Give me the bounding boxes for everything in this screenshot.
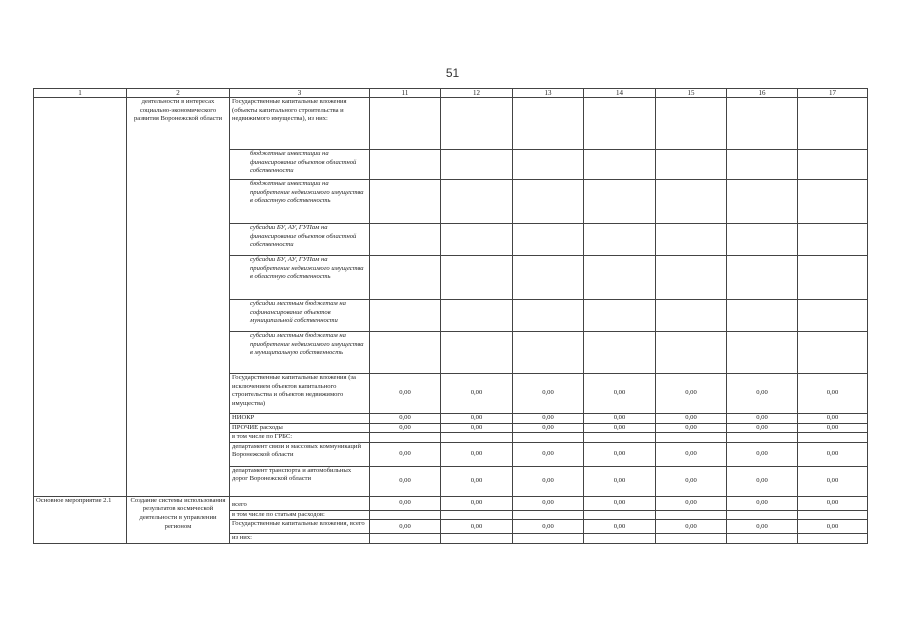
value-cell: 0,00 — [513, 520, 584, 534]
value-cell — [441, 534, 513, 544]
value-cell — [656, 510, 727, 520]
value-cell: 0,00 — [441, 466, 513, 496]
value-cell — [798, 150, 868, 180]
value-cell — [513, 510, 584, 520]
expense-label: Государственные капитальные вложения (объекты капитального строительства и недвижимого имущества), из них: — [230, 98, 370, 150]
value-cell: 0,00 — [370, 466, 441, 496]
value-cell — [370, 332, 441, 374]
value-cell — [798, 300, 868, 332]
value-cell — [584, 510, 656, 520]
value-cell — [513, 300, 584, 332]
value-cell — [441, 98, 513, 150]
activity-description: деятельности в интересах социально-экономического развития Воронежской области — [127, 98, 230, 497]
value-cell — [584, 300, 656, 332]
value-cell — [656, 150, 727, 180]
value-cell — [798, 180, 868, 224]
value-cell — [798, 98, 868, 150]
value-cell — [513, 534, 584, 544]
value-cell — [441, 433, 513, 443]
value-cell — [656, 256, 727, 300]
value-cell — [370, 534, 441, 544]
column-header: 13 — [513, 89, 584, 98]
value-cell: 0,00 — [370, 496, 441, 510]
value-cell: 0,00 — [513, 414, 584, 424]
value-cell — [584, 98, 656, 150]
value-cell — [656, 300, 727, 332]
column-header: 3 — [230, 89, 370, 98]
value-cell: 0,00 — [727, 442, 798, 466]
value-cell: 0,00 — [513, 496, 584, 510]
expense-label: из них: — [230, 534, 370, 544]
value-cell: 0,00 — [584, 496, 656, 510]
column-header: 17 — [798, 89, 868, 98]
expense-label: в том числе по ГРБС: — [230, 433, 370, 443]
value-cell — [656, 180, 727, 224]
value-cell — [370, 224, 441, 256]
expense-label: департамент связи и массовых коммуникаций Воронежской области — [230, 442, 370, 466]
value-cell — [798, 510, 868, 520]
value-cell: 0,00 — [584, 423, 656, 433]
value-cell — [656, 98, 727, 150]
value-cell — [798, 332, 868, 374]
value-cell: 0,00 — [727, 466, 798, 496]
value-cell — [727, 150, 798, 180]
value-cell: 0,00 — [441, 442, 513, 466]
value-cell: 0,00 — [370, 423, 441, 433]
value-cell: 0,00 — [798, 442, 868, 466]
expense-label: субсидии БУ, АУ, ГУПам на приобретение недвижимого имущества в областную собственность — [230, 256, 370, 300]
value-cell: 0,00 — [798, 423, 868, 433]
value-cell: 0,00 — [584, 414, 656, 424]
value-cell — [727, 332, 798, 374]
column-header: 12 — [441, 89, 513, 98]
value-cell — [370, 150, 441, 180]
value-cell — [441, 224, 513, 256]
value-cell — [656, 534, 727, 544]
value-cell: 0,00 — [656, 423, 727, 433]
column-header: 14 — [584, 89, 656, 98]
value-cell: 0,00 — [727, 496, 798, 510]
value-cell — [441, 150, 513, 180]
column-header: 2 — [127, 89, 230, 98]
expense-label: Государственные капитальные вложения (за исключением объектов капитального строительства и объектов недвижимого имущества) — [230, 374, 370, 414]
value-cell: 0,00 — [798, 374, 868, 414]
value-cell — [584, 224, 656, 256]
value-cell: 0,00 — [370, 374, 441, 414]
value-cell — [513, 332, 584, 374]
value-cell — [441, 180, 513, 224]
value-cell — [441, 510, 513, 520]
expense-label: ПРОЧИЕ расходы — [230, 423, 370, 433]
value-cell: 0,00 — [441, 414, 513, 424]
expense-label: субсидии БУ, АУ, ГУПам на финансирование объектов областной собственности — [230, 224, 370, 256]
table-row — [34, 98, 868, 150]
value-cell — [727, 300, 798, 332]
value-cell: 0,00 — [798, 466, 868, 496]
expense-label: всего — [230, 496, 370, 510]
value-cell: 0,00 — [513, 374, 584, 414]
value-cell — [727, 98, 798, 150]
value-cell: 0,00 — [584, 442, 656, 466]
value-cell: 0,00 — [798, 496, 868, 510]
measure-name: Основное мероприятие 2.1 — [34, 496, 127, 543]
value-cell — [798, 534, 868, 544]
expense-label: в том числе по статьям расходов: — [230, 510, 370, 520]
column-header: 1 — [34, 89, 127, 98]
value-cell — [798, 256, 868, 300]
value-cell — [584, 150, 656, 180]
value-cell: 0,00 — [656, 374, 727, 414]
value-cell — [441, 332, 513, 374]
value-cell — [513, 224, 584, 256]
table-row — [34, 496, 868, 510]
expense-label: бюджетные инвестиции на приобретение недвижимого имущества в областную собственность — [230, 180, 370, 224]
value-cell — [798, 224, 868, 256]
value-cell — [441, 256, 513, 300]
value-cell: 0,00 — [370, 520, 441, 534]
value-cell: 0,00 — [584, 520, 656, 534]
value-cell: 0,00 — [513, 442, 584, 466]
value-cell: 0,00 — [727, 520, 798, 534]
value-cell: 0,00 — [513, 466, 584, 496]
value-cell: 0,00 — [656, 414, 727, 424]
value-cell — [370, 300, 441, 332]
page-number: 51 — [445, 66, 460, 80]
value-cell: 0,00 — [656, 442, 727, 466]
expense-label: департамент транспорта и автомобильных дорог Воронежской области — [230, 466, 370, 496]
column-header: 11 — [370, 89, 441, 98]
value-cell — [370, 180, 441, 224]
value-cell: 0,00 — [727, 423, 798, 433]
value-cell — [584, 180, 656, 224]
value-cell: 0,00 — [441, 496, 513, 510]
value-cell — [584, 433, 656, 443]
budget-table — [33, 88, 868, 544]
expense-label: субсидии местным бюджетам на софинансирование объектов муниципальной собственности — [230, 300, 370, 332]
value-cell — [584, 534, 656, 544]
value-cell — [727, 510, 798, 520]
value-cell: 0,00 — [798, 414, 868, 424]
value-cell: 0,00 — [513, 423, 584, 433]
value-cell — [513, 150, 584, 180]
value-cell — [727, 433, 798, 443]
value-cell: 0,00 — [798, 520, 868, 534]
value-cell — [727, 224, 798, 256]
expense-label: бюджетные инвестиции на финансирование объектов областной собственности — [230, 150, 370, 180]
value-cell: 0,00 — [656, 466, 727, 496]
value-cell — [727, 534, 798, 544]
expense-label: субсидии местным бюджетам на приобретение недвижимого имущества в муниципальную собственность — [230, 332, 370, 374]
value-cell — [370, 256, 441, 300]
expense-label: Государственные капитальные вложения, всего — [230, 520, 370, 534]
value-cell — [370, 433, 441, 443]
value-cell: 0,00 — [441, 423, 513, 433]
expense-label: НИОКР — [230, 414, 370, 424]
value-cell: 0,00 — [370, 414, 441, 424]
header-row — [34, 89, 868, 98]
value-cell — [513, 433, 584, 443]
column-header: 15 — [656, 89, 727, 98]
value-cell — [584, 332, 656, 374]
value-cell — [798, 433, 868, 443]
measure-description: Создание системы использования результатов космической деятельности в управлении регионом — [127, 496, 230, 543]
value-cell — [513, 98, 584, 150]
value-cell: 0,00 — [727, 374, 798, 414]
value-cell: 0,00 — [656, 520, 727, 534]
value-cell — [656, 224, 727, 256]
value-cell: 0,00 — [441, 520, 513, 534]
value-cell: 0,00 — [656, 496, 727, 510]
value-cell: 0,00 — [584, 374, 656, 414]
value-cell: 0,00 — [441, 374, 513, 414]
value-cell — [513, 256, 584, 300]
value-cell — [727, 180, 798, 224]
value-cell — [441, 300, 513, 332]
value-cell: 0,00 — [727, 414, 798, 424]
value-cell — [727, 256, 798, 300]
value-cell — [584, 256, 656, 300]
value-cell — [370, 98, 441, 150]
column-header: 16 — [727, 89, 798, 98]
value-cell — [513, 180, 584, 224]
value-cell — [370, 510, 441, 520]
value-cell — [656, 332, 727, 374]
value-cell — [656, 433, 727, 443]
section-cell — [34, 98, 127, 497]
value-cell: 0,00 — [370, 442, 441, 466]
value-cell: 0,00 — [584, 466, 656, 496]
